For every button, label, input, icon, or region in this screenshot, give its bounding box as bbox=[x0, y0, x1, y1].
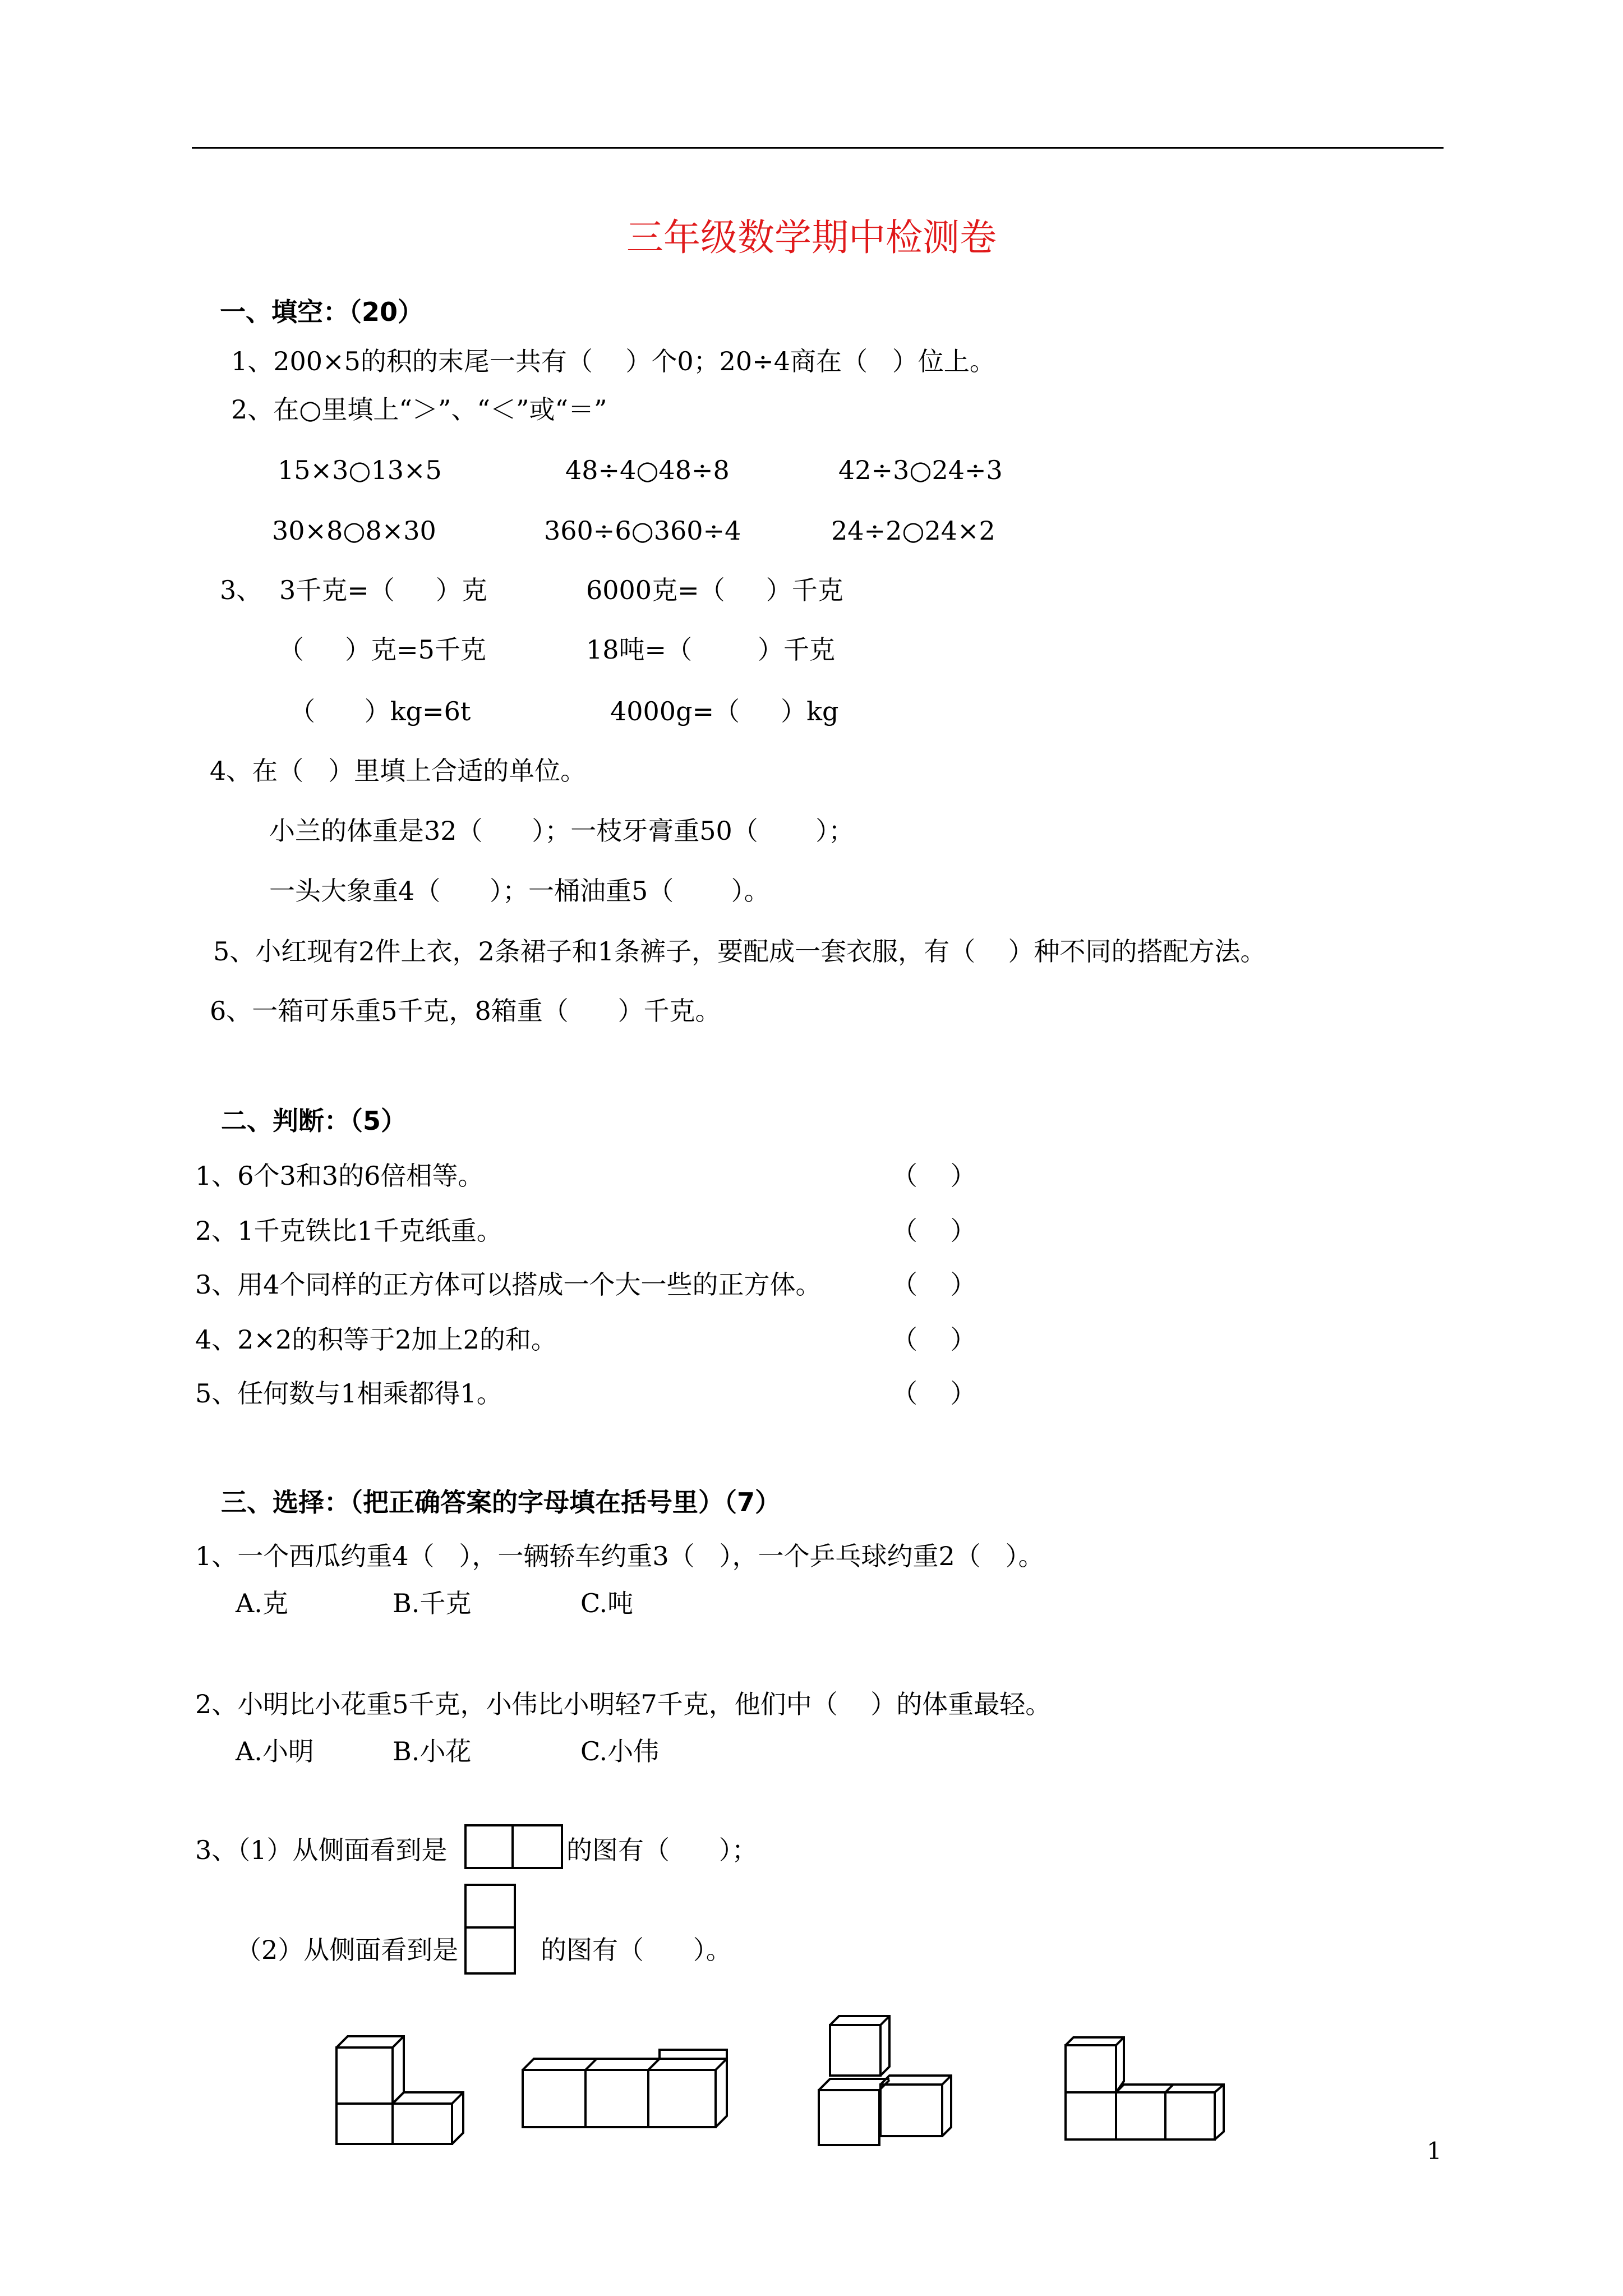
cube-figure-c bbox=[815, 2006, 956, 2152]
compare-item: 15×3○13×5 bbox=[278, 455, 442, 485]
fill-question-2: 2、在○里填上“＞”、“＜”或“＝” bbox=[231, 394, 607, 425]
choice-question-3-part2-suffix: 的图有（ ）。 bbox=[541, 1935, 732, 1965]
judge-answer-paren: （ ） bbox=[892, 1216, 976, 1246]
cube-figure-d bbox=[1061, 2025, 1229, 2143]
choice-question-3-part1-suffix: 的图有（ ）； bbox=[566, 1835, 758, 1865]
page-number: 1 bbox=[1427, 2137, 1442, 2165]
compare-item: 48÷4○48÷8 bbox=[565, 455, 730, 485]
judge-answer-paren: （ ） bbox=[892, 1324, 976, 1355]
unit-item: 18吨=（ ）千克 bbox=[586, 634, 836, 665]
header-rule bbox=[192, 147, 1444, 149]
compare-item: 24÷2○24×2 bbox=[831, 516, 995, 546]
choice-option: A.小明 bbox=[236, 1736, 314, 1766]
judge-answer-paren: （ ） bbox=[892, 1269, 976, 1300]
fill-question-4-line: 一头大象重4（ ）；一桶油重5（ ）。 bbox=[269, 876, 770, 906]
fill-question-5: 5、小红现有2件上衣，2条裙子和1条裤子，要配成一套衣服，有（ ）种不同的搭配方法。 bbox=[213, 936, 1266, 967]
judge-item: 1、6个3和3的6倍相等。 bbox=[195, 1161, 484, 1191]
choice-question-3-part1: 3、（1）从侧面看到是 bbox=[195, 1835, 448, 1865]
judge-item: 4、2×2的积等于2加上2的和。 bbox=[195, 1324, 557, 1355]
judge-item: 3、用4个同样的正方体可以搭成一个大一些的正方体。 bbox=[195, 1269, 822, 1300]
judge-item: 5、任何数与1相乘都得1。 bbox=[195, 1378, 502, 1409]
section3-heading: 三、选择：（把正确答案的字母填在括号里）（7） bbox=[221, 1487, 781, 1517]
judge-answer-paren: （ ） bbox=[892, 1161, 976, 1191]
compare-item: 30×8○8×30 bbox=[272, 516, 436, 546]
choice-option: C.小伟 bbox=[580, 1736, 660, 1766]
judge-item: 2、1千克铁比1千克纸重。 bbox=[195, 1216, 502, 1246]
choice-question-2: 2、小明比小花重5千克，小伟比小明轻7千克，他们中（ ）的体重最轻。 bbox=[195, 1689, 1052, 1719]
choice-option: B.小花 bbox=[393, 1736, 472, 1766]
cube-figure-a bbox=[331, 2014, 465, 2148]
cube-figure-b bbox=[519, 2039, 738, 2134]
unit-item: （ ）kg=6t bbox=[289, 696, 471, 726]
choice-question-1: 1、一个西瓜约重4（ ），一辆轿车约重3（ ），一个乒乓球约重2（ ）。 bbox=[195, 1541, 1044, 1571]
choice-option: A.克 bbox=[236, 1588, 288, 1618]
unit-item: 6000克=（ ）千克 bbox=[586, 575, 843, 605]
fill-question-6: 6、一箱可乐重5千克，8箱重（ ）千克。 bbox=[210, 996, 721, 1026]
compare-item: 42÷3○24÷3 bbox=[838, 455, 1003, 485]
choice-option: C.吨 bbox=[580, 1588, 634, 1618]
fill-question-1: 1、200×5的积的末尾一共有（ ）个0；20÷4商在（ ）位上。 bbox=[231, 346, 995, 376]
choice-option: B.千克 bbox=[393, 1588, 472, 1618]
compare-item: 360÷6○360÷4 bbox=[544, 516, 741, 546]
side-view-two-squares-horizontal bbox=[464, 1824, 565, 1869]
fill-question-3-label: 3、 bbox=[220, 575, 262, 605]
page-title: 三年级数学期中检测卷 bbox=[626, 216, 997, 259]
fill-question-4-line: 小兰的体重是32（ ）；一枝牙膏重50（ ）； bbox=[269, 816, 855, 846]
section2-heading: 二、判断：（5） bbox=[221, 1106, 407, 1136]
side-view-two-squares-vertical bbox=[464, 1884, 518, 1976]
unit-item: 4000g=（ ）kg bbox=[610, 696, 839, 726]
fill-question-4: 4、在（ ）里填上合适的单位。 bbox=[210, 756, 587, 786]
unit-item: 3千克=（ ）克 bbox=[279, 575, 487, 605]
unit-item: （ ）克=5千克 bbox=[278, 634, 486, 665]
choice-question-3-part2: （2）从侧面看到是 bbox=[236, 1935, 459, 1965]
section1-heading: 一、填空：（20） bbox=[220, 297, 424, 327]
judge-answer-paren: （ ） bbox=[892, 1378, 976, 1409]
